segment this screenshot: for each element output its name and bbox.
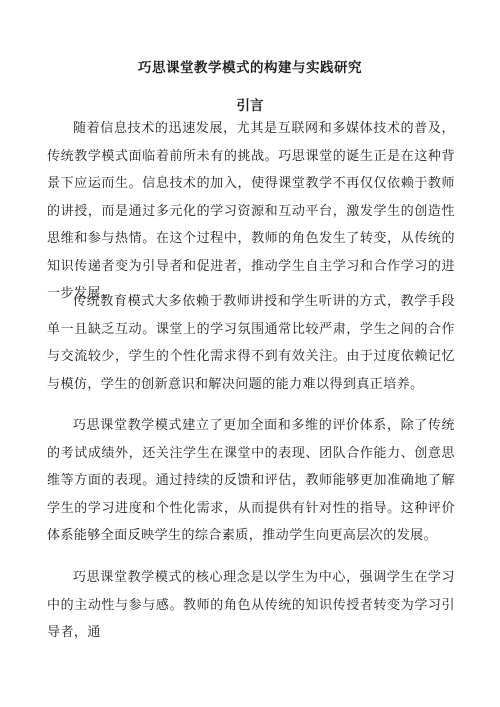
- document-title: 巧思课堂教学模式的构建与实践研究: [138, 60, 362, 76]
- body-paragraph: 传统教育模式大多依赖于教师讲授和学生听讲的方式，教学手段单一且缺乏互动。课堂上的学习氛围通常比较严肃，学生之间的合作与交流较少，学生的个性化需求得不到有效关注。由于过度依赖记忆与模仿，学生的创新意识和解决问题的能力难以得到真正培养。: [47, 294, 455, 392]
- section-heading-introduction: 引言: [236, 98, 264, 114]
- body-paragraph: 巧思课堂教学模式建立了更加全面和多维的评价体系，除了传统的考试成绩外，还关注学生在课堂中的表现、团队合作能力、创意思维等方面的表现。通过持续的反馈和评估，教师能够更加准确地了解学生的学习进度和个性化需求，从而提供有针对性的指导。这种评价体系能够全面反映学生的综合素质，推动学生向更高层次的发展。: [47, 418, 455, 543]
- body-paragraph: 随着信息技术的迅速发展，尤其是互联网和多媒体技术的普及，传统教学模式面临着前所未有的挑战。巧思课堂的诞生正是在这种背景下应运而生。信息技术的加入，使得课堂教学不再仅仅依赖于教师的讲授，而是通过多元化的学习资源和互动平台，激发学生的创造性思维和参与热情。在这个过程中，教师的角色发生了转变，从传统的知识传递者变为引导者和促进者，推动学生自主学习和合作学习的进一步发展。: [47, 121, 455, 301]
- body-paragraph: 巧思课堂教学模式的核心理念是以学生为中心，强调学生在学习中的主动性与参与感。教师的角色从传统的知识传授者转变为学习引导者，通: [47, 570, 455, 640]
